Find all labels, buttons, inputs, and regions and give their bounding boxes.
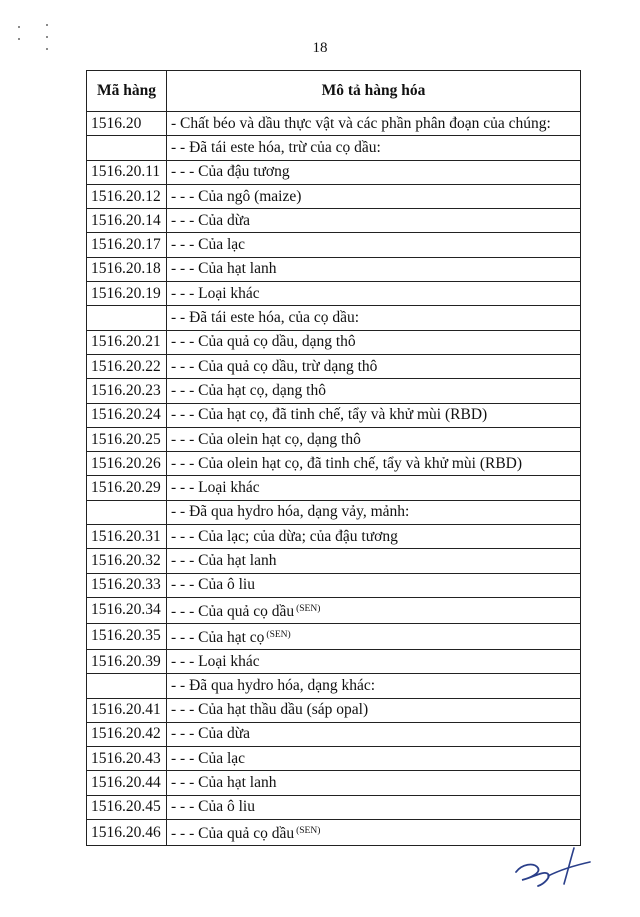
description-cell (167, 282, 581, 306)
description-text: - - - Của ô liu (171, 576, 255, 594)
description-text: - - - Của quả cọ dầu, trừ dạng thô (171, 357, 378, 375)
description-cell (167, 597, 581, 623)
table-row (87, 549, 581, 573)
description-text: - - - Của quả cọ dầu (171, 825, 295, 843)
hs-code-cell: 1516.20.32 (87, 549, 167, 573)
hs-code-cell: 1516.20.12 (87, 184, 167, 208)
hs-code-cell: 1516.20.35 (87, 623, 167, 649)
hs-code-cell (87, 306, 167, 330)
table-row (87, 525, 581, 549)
sen-note: (SEN) (266, 629, 291, 640)
description-cell (167, 549, 581, 573)
hs-code-cell: 1516.20.11 (87, 160, 167, 184)
table-row (87, 795, 581, 819)
table-row (87, 476, 581, 500)
description-cell (167, 452, 581, 476)
hs-code-cell (87, 136, 167, 160)
description-cell (167, 795, 581, 819)
table-row (87, 649, 581, 673)
sen-note: (SEN) (296, 603, 321, 614)
table-row (87, 209, 581, 233)
description-cell (167, 379, 581, 403)
sen-note: (SEN) (296, 826, 321, 837)
hs-code-cell: 1516.20.44 (87, 771, 167, 795)
table-row (87, 771, 581, 795)
description-cell (167, 184, 581, 208)
hs-code-cell: 1516.20.39 (87, 649, 167, 673)
table-row (87, 184, 581, 208)
description-cell (167, 403, 581, 427)
description-text: - - Đã tái este hóa, của cọ dầu: (171, 309, 360, 327)
table-row (87, 257, 581, 281)
description-cell (167, 209, 581, 233)
description-text: - - - Loại khác (171, 284, 260, 302)
table-header-row (87, 71, 581, 112)
hs-code-cell (87, 674, 167, 698)
description-cell (167, 698, 581, 722)
description-cell (167, 525, 581, 549)
table-row (87, 330, 581, 354)
description-cell (167, 160, 581, 184)
description-text: - - - Của lạc; của dừa; của đậu tương (171, 527, 398, 545)
hs-code-cell: 1516.20.29 (87, 476, 167, 500)
table-row (87, 136, 581, 160)
hs-code-cell: 1516.20.43 (87, 747, 167, 771)
table-row (87, 452, 581, 476)
hs-code-cell: 1516.20.34 (87, 597, 167, 623)
description-cell (167, 722, 581, 746)
table-row (87, 674, 581, 698)
table-row (87, 427, 581, 451)
hs-code-cell: 1516.20.14 (87, 209, 167, 233)
table-row (87, 820, 581, 846)
hs-code-cell: 1516.20.19 (87, 282, 167, 306)
hs-code-cell: 1516.20.45 (87, 795, 167, 819)
hs-code-cell: 1516.20.22 (87, 354, 167, 378)
description-text: - - - Loại khác (171, 479, 260, 497)
description-text: - - - Của hạt lanh (171, 551, 277, 569)
hs-code-cell: 1516.20.21 (87, 330, 167, 354)
description-text: - - - Của olein hạt cọ, đã tinh chế, tẩy và khử mùi (RBD) (171, 454, 523, 472)
page-number: 18 (312, 40, 328, 56)
hs-code-cell: 1516.20.46 (87, 820, 167, 846)
hs-code-cell: 1516.20.41 (87, 698, 167, 722)
description-cell (167, 747, 581, 771)
tariff-table (86, 70, 581, 846)
header-description: Mô tả hàng hóa (167, 71, 581, 112)
description-cell (167, 674, 581, 698)
table-row (87, 112, 581, 136)
description-text: - - - Của lạc (171, 236, 246, 254)
hs-code-cell: 1516.20.33 (87, 573, 167, 597)
description-text: - - - Của hạt lanh (171, 774, 277, 792)
table-row (87, 573, 581, 597)
table-row (87, 354, 581, 378)
hs-code-cell: 1516.20.31 (87, 525, 167, 549)
signature (508, 840, 598, 890)
table-body (87, 112, 581, 846)
description-text: - - - Của hạt cọ (171, 628, 265, 646)
table-row (87, 623, 581, 649)
description-cell (167, 476, 581, 500)
description-text: - - - Của hạt thầu dầu (sáp opal) (171, 701, 369, 719)
table-row (87, 597, 581, 623)
description-text: - - - Của đậu tương (171, 163, 290, 181)
hs-code-cell: 1516.20.23 (87, 379, 167, 403)
table-row (87, 233, 581, 257)
description-cell (167, 649, 581, 673)
description-text: - - Đã qua hydro hóa, dạng vảy, mảnh: (171, 503, 410, 521)
description-cell (167, 427, 581, 451)
description-text: - - - Của quả cọ dầu (171, 602, 295, 620)
table-row (87, 500, 581, 524)
description-cell (167, 500, 581, 524)
table-row (87, 722, 581, 746)
description-cell (167, 623, 581, 649)
description-cell (167, 354, 581, 378)
description-text: - - - Loại khác (171, 652, 260, 670)
hs-code-cell (87, 500, 167, 524)
hs-code-cell: 1516.20.18 (87, 257, 167, 281)
header-code: Mã hàng (87, 71, 167, 112)
hs-code-cell: 1516.20.26 (87, 452, 167, 476)
hs-code-cell: 1516.20.24 (87, 403, 167, 427)
description-text: - - - Của dừa (171, 211, 250, 229)
description-cell (167, 233, 581, 257)
description-text: - - - Của dừa (171, 725, 250, 743)
description-cell (167, 112, 581, 136)
description-cell (167, 573, 581, 597)
description-cell (167, 771, 581, 795)
description-text: - - Đã tái este hóa, trừ của cọ dầu: (171, 138, 381, 156)
hs-code-cell: 1516.20 (87, 112, 167, 136)
description-text: - - - Của quả cọ dầu, dạng thô (171, 333, 356, 351)
description-text: - - - Của lạc (171, 749, 246, 767)
table-row (87, 282, 581, 306)
description-text: - - - Của olein hạt cọ, dạng thô (171, 430, 361, 448)
hs-code-cell: 1516.20.17 (87, 233, 167, 257)
hs-code-cell: 1516.20.42 (87, 722, 167, 746)
description-cell (167, 330, 581, 354)
table-row (87, 306, 581, 330)
description-text: - - - Của hạt cọ, đã tinh chế, tẩy và khử mùi (RBD) (171, 406, 488, 424)
description-text: - - - Của ngô (maize) (171, 187, 302, 205)
table-row (87, 379, 581, 403)
description-cell (167, 136, 581, 160)
description-cell (167, 257, 581, 281)
description-cell (167, 306, 581, 330)
description-text: - Chất béo và dầu thực vật và các phần phân đoạn của chúng: (171, 114, 551, 132)
description-text: - - - Của hạt cọ, dạng thô (171, 381, 326, 399)
table-row (87, 698, 581, 722)
description-text: - - - Của ô liu (171, 798, 255, 816)
description-text: - - - Của hạt lanh (171, 260, 277, 278)
table-row (87, 747, 581, 771)
description-text: - - Đã qua hydro hóa, dạng khác: (171, 676, 376, 694)
table-row (87, 403, 581, 427)
hs-code-cell: 1516.20.25 (87, 427, 167, 451)
table-row (87, 160, 581, 184)
